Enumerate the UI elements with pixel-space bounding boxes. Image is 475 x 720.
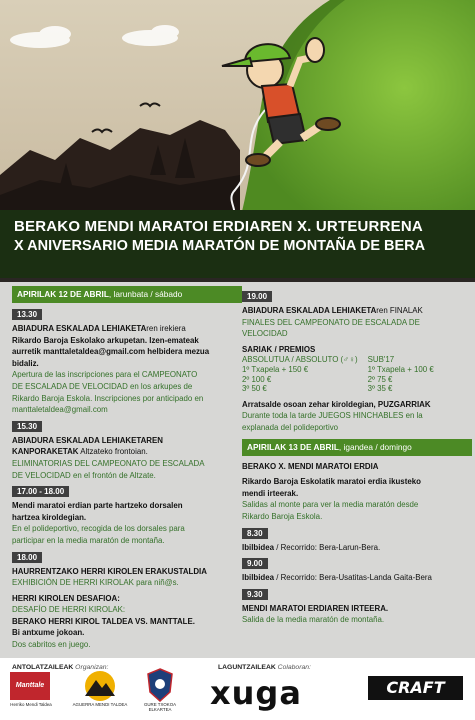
event-title: ABIADURA ESKALADA LEHIAKETAren irekiera	[12, 324, 186, 333]
program-right-column: 19.00 ABIADURA ESKALADA LEHIAKETAren FINALAK FINALES DEL CAMPEONATO DE ESCALADA DE VELOCIDAD SARIAK / PREMIOS ABSOLUTUA / ABSOLUTO (♂♀) SUB'17 1º Txapela + 150 € 1º Txapela + 100 € 2º 100 € 2º 75 € 3º 50 € 3º 35 € Arratsalde osoan zehar kiroldegian, PUZGARRIAK Durante toda la tarde JUEGOS HINCHABLES en la explanada del polideportivo APIRILAK 13 DE ABRIL, igandea / domingo BERAKO X. MENDI MARATOI ERDIA Rikardo Baroja Eskolatik maratoi erdia ikusteko mendi irteerak. Salidas al monte para ver la media maratón desde Rikardo Baroja Eskola. 8.30 Ibilbidea / Recorrido: Bera-Larun-Bera. 9.00 Ibilbidea / Recorrido: Bera-Usatitas-Landa Gaita-Bera 9.30 MENDI MARATOI ERDIAREN IRTEERA. Salida de la media maratón de montaña.	[242, 286, 472, 625]
mountain-icon	[82, 670, 118, 702]
prizes-title: SARIAK / PREMIOS	[242, 344, 316, 354]
organizers-label: ANTOLATZAILEAK Organizan:	[12, 664, 109, 671]
time-badge: 17.00 - 18.00	[12, 486, 69, 497]
craft-logo: CRAFT	[368, 676, 463, 700]
shield-icon	[147, 668, 173, 702]
time-badge: 8.30	[242, 528, 268, 539]
climber-illustration	[0, 0, 475, 220]
time-badge: 9.00	[242, 558, 268, 569]
xuga-logo: xuga	[210, 674, 302, 712]
aguerra-mendi-taldea-logo: AGUERRA MENDI TALDEA	[70, 670, 130, 714]
time-badge: 18.00	[12, 552, 42, 563]
manttale-logo: Manttale Herriko Mendi Taldea	[10, 672, 52, 714]
day-header-sunday: APIRILAK 13 DE ABRIL, igandea / domingo	[242, 439, 472, 456]
title-basque: BERAKO MENDI MARATOI ERDIAREN X. URTEURRENA	[14, 218, 423, 235]
title-spanish-line: X ANIVERSARIO MEDIA MARATÓN DE MONTAÑA DE BERA	[14, 238, 426, 254]
program-left-column: APIRILAK 12 DE ABRIL, larunbata / sábado 13.30 ABIADURA ESKALADA LEHIAKETAren irekiera Rikardo Baroja Eskolako arkupetan. Izen-emateak aurretik manttaletaldea@gmail.com helbidera mezua bidaliz. Apertura de las inscripciones para el CAMPEONATO DE ESCALADA DE VELOCIDAD en los arkupes de Rikardo Baroja Eskola. Inscripciones por anticipado en manttaletaldea@gmail.com 15.30 ABIADURA ESKALADA LEHIAKETAREN KANPORAKETAK Altzateko frontoian. ELIMINATORIAS DEL CAMPEONATO DE ESCALADA DE VELOCIDAD en el frontón de Altzate. 17.00 - 18.00 Mendi maratoi erdian parte hartzeko dorsalen hartzea kiroldegian. En el polideportivo, recogida de los dorsales para participar en la media maratón de montaña. 18.00 HAURRENTZAKO HERRI KIROLEN ERAKUSTALDIA EXHIBICIÓN DE HERRI KIROLAK para niñ@s. HERRI KIROLEN DESAFIOA: DESAFÍO DE HERRI KIROLAK: BERAKO HERRI KIROL TALDEA VS. MANTTALE. Bi antxume jokoan. Dos cabritos en juego.	[12, 286, 242, 650]
time-badge: 13.30	[12, 309, 42, 320]
gure-txokoa-logo: GURE TXOKOA ELKARTEA	[135, 668, 185, 716]
prizes-table: ABSOLUTUA / ABSOLUTO (♂♀) SUB'17 1º Txapela + 150 € 1º Txapela + 100 € 2º 100 € 2º 75 € 3º 50 € 3º 35 €	[242, 355, 434, 394]
day-header-saturday: APIRILAK 12 DE ABRIL, larunbata / sábado	[12, 286, 242, 303]
time-badge: 15.30	[12, 421, 42, 432]
collaborators-label: LAGUNTZAILEAK Colaboran:	[218, 664, 311, 671]
time-badge: 19.00	[242, 291, 272, 302]
time-badge: 9.30	[242, 589, 268, 600]
